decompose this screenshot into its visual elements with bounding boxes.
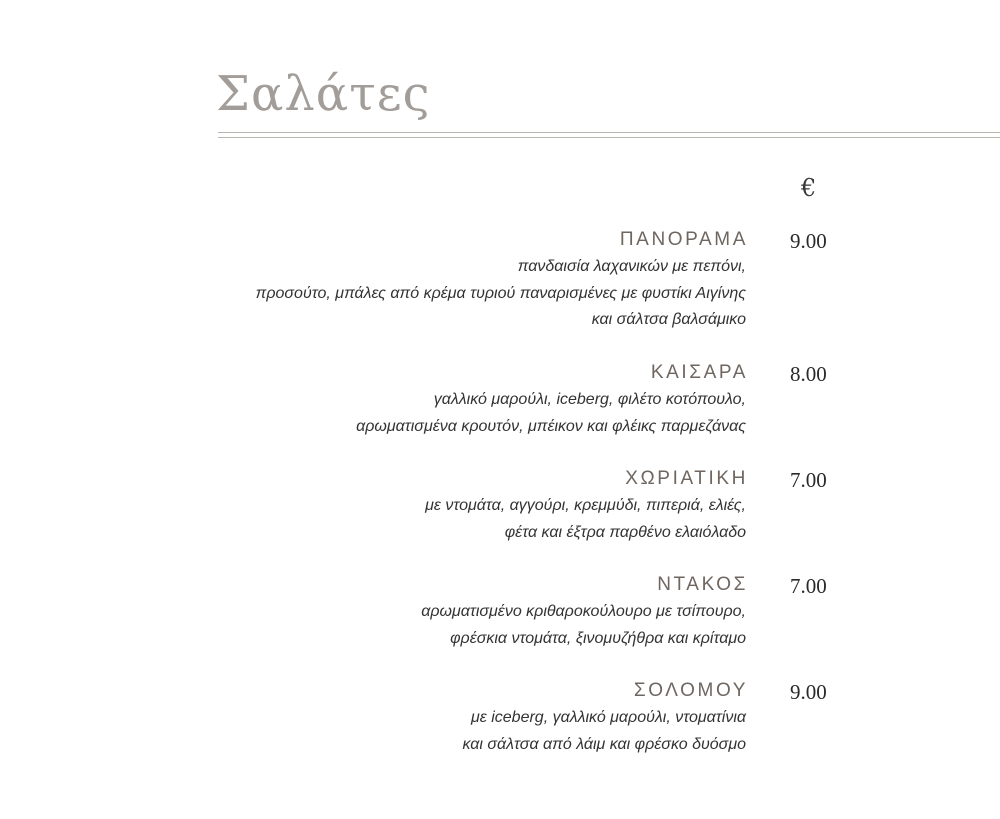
item-description-line: φρέσκια ντομάτα, ξινομυζήθρα και κρίταμο bbox=[450, 629, 746, 647]
item-name: ΝΤΑΚΟΣ bbox=[657, 574, 748, 595]
item-description-line: και σάλτσα από λάιμ και φρέσκο δυόσμο bbox=[462, 735, 746, 753]
page-title: Σαλάτες bbox=[216, 66, 431, 122]
item-description-line: προσούτο, μπάλες από κρέμα τυριού παναρισμένες με φυστίκι Αιγίνης bbox=[255, 284, 746, 302]
item-price: 7.00 bbox=[790, 574, 827, 598]
menu-item bbox=[150, 468, 746, 546]
item-description-line: πανδαισία λαχανικών με πεπόνι, bbox=[517, 258, 746, 275]
item-description bbox=[150, 254, 746, 334]
item-price: 9.00 bbox=[790, 229, 827, 253]
item-description-line: με ντομάτα, αγγούρι, κρεμμύδι, πιπεριά, ελιές, bbox=[425, 497, 746, 514]
item-description bbox=[150, 493, 746, 546]
item-name: ΚΑΙΣΑΡΑ bbox=[650, 362, 748, 383]
item-price: 7.00 bbox=[790, 468, 827, 492]
title-divider-top bbox=[218, 132, 1000, 133]
item-name: ΣΟΛΟΜΟΥ bbox=[633, 680, 748, 701]
item-description-line: αρωματισμένο κριθαροκούλουρο με τσίπουρο, bbox=[421, 603, 746, 620]
item-price: 8.00 bbox=[790, 362, 827, 386]
item-name: ΧΩΡΙΑΤΙΚΗ bbox=[625, 468, 748, 489]
item-description-line: γαλλικό μαρούλι, iceberg, φιλέτο κοτόπουλο, bbox=[433, 391, 746, 408]
item-description-line: με iceberg, γαλλικό μαρούλι, ντοματίνια bbox=[470, 709, 746, 726]
currency-header: € bbox=[801, 174, 817, 202]
item-price: 9.00 bbox=[790, 680, 827, 704]
item-description-line: φέτα και έξτρα παρθένο ελαιόλαδο bbox=[504, 523, 746, 541]
menu-item bbox=[150, 680, 746, 758]
item-description-line: και σάλτσα βαλσάμικο bbox=[591, 311, 746, 328]
item-description bbox=[150, 599, 746, 652]
item-name: ΠΑΝΟΡΑΜΑ bbox=[619, 229, 748, 250]
menu-item bbox=[150, 362, 746, 440]
title-divider-bottom bbox=[218, 137, 1000, 138]
item-description bbox=[150, 705, 746, 758]
menu-item bbox=[150, 229, 746, 334]
item-description bbox=[150, 387, 746, 440]
menu-item bbox=[150, 574, 746, 652]
item-description-line: αρωματισμένα κρουτόν, μπέικον και φλέικς παρμεζάνας bbox=[356, 417, 746, 435]
